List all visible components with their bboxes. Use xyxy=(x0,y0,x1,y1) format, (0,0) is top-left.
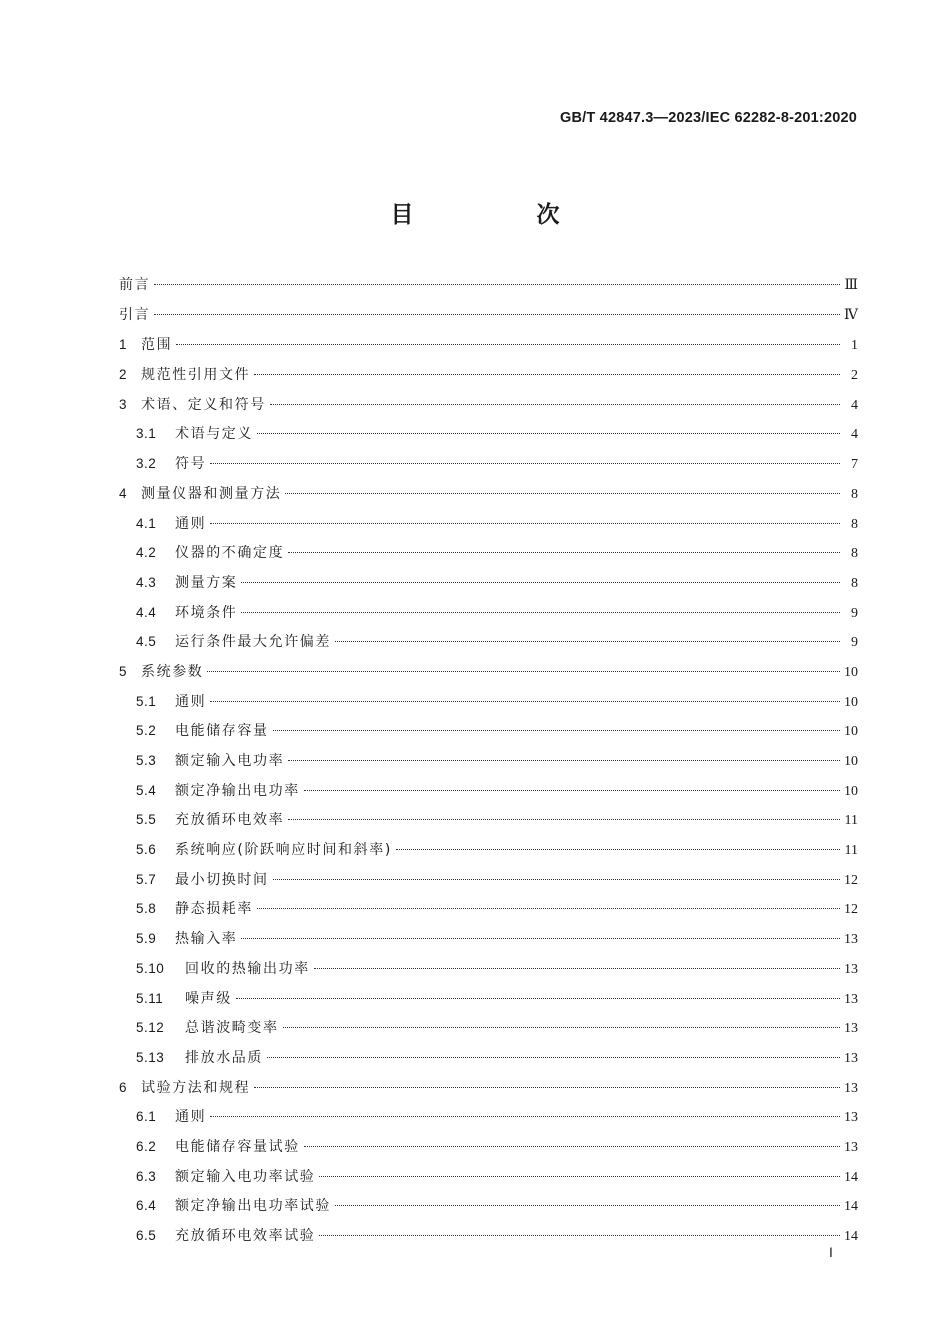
toc-entry-number: 6.4 xyxy=(136,1198,157,1214)
toc-entry-page: 12 xyxy=(844,902,858,918)
toc-entry-page: 13 xyxy=(844,961,858,977)
toc-entry[interactable] xyxy=(119,746,858,776)
dot-leader xyxy=(335,641,840,642)
toc-entry-page: 13 xyxy=(844,1110,858,1126)
dot-leader xyxy=(210,1116,840,1117)
toc-entry[interactable] xyxy=(119,330,858,360)
toc-entry-title: 测量方案 xyxy=(175,574,238,591)
toc-entry-number: 5.6 xyxy=(136,842,157,858)
toc-entry-title: 运行条件最大允许偏差 xyxy=(175,634,331,651)
dot-leader xyxy=(241,582,840,583)
toc-entry-title: 引言 xyxy=(119,306,151,323)
toc-entry-page: 1 xyxy=(851,338,858,354)
toc-entry-page: 13 xyxy=(844,991,858,1007)
toc-entry-title: 电能储存容量 xyxy=(175,723,269,740)
toc-entry[interactable] xyxy=(119,538,858,568)
toc-entry[interactable] xyxy=(119,1191,858,1221)
toc-entry-number: 5.1 xyxy=(136,693,157,709)
toc-entry-title: 总谐波畸变率 xyxy=(185,1020,279,1037)
toc-entry-number: 6.1 xyxy=(136,1109,157,1125)
toc-entry-page: 11 xyxy=(844,843,858,859)
toc-entry-number: 3.2 xyxy=(136,456,157,472)
toc-entry-title: 额定净输出电功率 xyxy=(175,782,300,799)
toc-entry-title: 通则 xyxy=(175,515,207,532)
toc-entry-number: 5.11 xyxy=(136,990,164,1006)
toc-entry[interactable] xyxy=(119,301,858,331)
toc-entry-title: 术语与定义 xyxy=(175,426,253,443)
toc-entry-page: 8 xyxy=(851,486,858,502)
dot-leader xyxy=(210,701,840,702)
toc-entry-number: 6.2 xyxy=(136,1138,157,1154)
toc-entry-page: 4 xyxy=(851,427,858,443)
toc-entry-number: 4.5 xyxy=(136,634,157,650)
toc-entry-number: 5.2 xyxy=(136,723,157,739)
toc-entry-page: 14 xyxy=(844,1199,858,1215)
toc-entry[interactable] xyxy=(119,390,858,420)
toc-entry-title: 噪声级 xyxy=(185,990,232,1007)
toc-entry[interactable] xyxy=(119,1221,858,1251)
toc-entry-number: 5 xyxy=(119,663,128,679)
toc-entry-page: 12 xyxy=(844,872,858,888)
toc-entry-title: 前言 xyxy=(119,277,151,293)
toc-entry[interactable] xyxy=(119,924,858,954)
toc-entry[interactable] xyxy=(119,805,858,835)
dot-leader xyxy=(210,463,840,464)
toc-entry[interactable] xyxy=(119,419,858,449)
dot-leader xyxy=(304,790,840,791)
toc-entry-number: 5.4 xyxy=(136,782,157,798)
toc-entry-page: 13 xyxy=(844,1139,858,1155)
standard-number: GB/T 42847.3—2023/IEC 62282-8-201:2020 xyxy=(560,110,857,126)
toc-entry-page: 13 xyxy=(844,1050,858,1066)
toc-entry-title: 额定输入电功率试验 xyxy=(175,1168,316,1185)
dot-leader xyxy=(304,1146,840,1147)
dot-leader xyxy=(254,374,840,375)
dot-leader xyxy=(288,552,840,553)
toc-entry[interactable] xyxy=(119,954,858,984)
toc-entry[interactable] xyxy=(119,1102,858,1132)
dot-leader xyxy=(254,1087,840,1088)
toc-entry-page: 9 xyxy=(851,605,858,621)
toc-entry[interactable] xyxy=(119,627,858,657)
toc-entry-page: 4 xyxy=(851,397,858,413)
footer-page-number: Ⅰ xyxy=(829,1245,833,1260)
toc-entry-title: 充放循环电效率试验 xyxy=(175,1228,316,1244)
toc-entry[interactable] xyxy=(119,894,858,924)
toc-entry-number: 6.3 xyxy=(136,1168,157,1184)
toc-entry-number: 5.7 xyxy=(136,871,157,887)
toc-entry-title: 额定输入电功率 xyxy=(175,753,285,769)
dot-leader xyxy=(154,314,840,315)
toc-entry-page: 14 xyxy=(844,1169,858,1185)
toc-entry-page: 9 xyxy=(851,635,858,651)
toc-entry-title: 规范性引用文件 xyxy=(141,367,251,384)
toc-entry-page: 13 xyxy=(844,1021,858,1037)
toc-entry-page: 10 xyxy=(844,664,858,680)
toc-entry-page: 10 xyxy=(844,783,858,799)
toc-entry-number: 5.8 xyxy=(136,901,157,917)
toc-entry[interactable] xyxy=(119,716,858,746)
toc-entry[interactable] xyxy=(119,449,858,479)
toc-entry-page: Ⅲ xyxy=(844,278,858,293)
toc-entry-title: 符号 xyxy=(175,456,207,473)
toc-entry[interactable] xyxy=(119,835,858,865)
dot-leader xyxy=(267,1057,840,1058)
toc-entry-page: 10 xyxy=(844,754,858,769)
toc-entry[interactable] xyxy=(119,1043,858,1073)
toc-entry-number: 3 xyxy=(119,396,128,412)
toc-entry[interactable] xyxy=(119,1162,858,1192)
toc-entry[interactable] xyxy=(119,568,858,598)
toc-entry[interactable] xyxy=(119,360,858,390)
toc-entry-title: 术语、定义和符号 xyxy=(141,396,266,413)
toc-entry-title: 电能储存容量试验 xyxy=(175,1138,300,1155)
dot-leader xyxy=(241,938,840,939)
toc-entry[interactable] xyxy=(119,776,858,806)
toc-entry[interactable] xyxy=(119,865,858,895)
toc-entry[interactable] xyxy=(119,509,858,539)
toc-entry[interactable] xyxy=(119,1132,858,1162)
dot-leader xyxy=(314,968,840,969)
toc-entry-title: 通则 xyxy=(175,693,207,710)
toc-entry-page: 14 xyxy=(844,1229,858,1244)
toc-entry-number: 4.3 xyxy=(136,574,157,590)
toc-entry-page: Ⅳ xyxy=(844,307,858,323)
dot-leader xyxy=(257,908,840,909)
toc-entry[interactable] xyxy=(119,1073,858,1103)
toc-entry-page: 11 xyxy=(844,813,858,829)
dot-leader xyxy=(236,998,840,999)
toc-entry[interactable] xyxy=(119,657,858,687)
toc-entry-number: 5.9 xyxy=(136,931,157,947)
toc-entry-page: 8 xyxy=(851,575,858,591)
toc-entry-number: 3.1 xyxy=(136,426,157,442)
toc-entry-page: 7 xyxy=(851,457,858,473)
toc-entry-number: 4.4 xyxy=(136,604,157,620)
dot-leader xyxy=(270,404,840,405)
toc-entry-title: 充放循环电效率 xyxy=(175,812,285,829)
toc-entry[interactable] xyxy=(119,479,858,509)
dot-leader xyxy=(210,523,840,524)
toc-entry-title: 热输入率 xyxy=(175,931,238,948)
toc-entry-number: 6 xyxy=(119,1079,128,1095)
toc-entry-number: 5.13 xyxy=(136,1049,165,1065)
dot-leader xyxy=(154,284,840,285)
dot-leader xyxy=(335,1205,840,1206)
toc-entry-title: 仪器的不确定度 xyxy=(175,545,285,562)
toc-entry-title: 环境条件 xyxy=(175,604,238,621)
toc-entry-page: 13 xyxy=(844,1080,858,1096)
toc-entry-title: 范围 xyxy=(141,337,173,354)
dot-leader xyxy=(283,1027,840,1028)
dot-leader xyxy=(257,433,840,434)
dot-leader xyxy=(396,849,840,850)
toc-entry-title: 排放水品质 xyxy=(185,1049,263,1066)
toc-entry-title: 系统参数 xyxy=(141,663,204,680)
toc-entry-number: 5.3 xyxy=(136,753,157,768)
toc-entry-page: 10 xyxy=(844,724,858,740)
dot-leader xyxy=(273,879,840,880)
toc-entry-number: 4 xyxy=(119,485,128,501)
toc-entry-title: 试验方法和规程 xyxy=(141,1079,251,1096)
toc-entry-number: 4.1 xyxy=(136,515,157,531)
dot-leader xyxy=(319,1235,840,1236)
dot-leader xyxy=(288,819,840,820)
toc-entry-number: 4.2 xyxy=(136,545,157,561)
dot-leader xyxy=(273,730,840,731)
dot-leader xyxy=(285,493,840,494)
toc-entry-page: 10 xyxy=(844,694,858,710)
toc-entry[interactable] xyxy=(119,1013,858,1043)
toc-entry-number: 5.10 xyxy=(136,960,165,976)
toc-entry-number: 6.5 xyxy=(136,1228,157,1243)
dot-leader xyxy=(176,344,840,345)
dot-leader xyxy=(241,612,840,613)
page-title: 目 次 xyxy=(390,202,610,228)
toc-entry-number: 5.12 xyxy=(136,1020,165,1036)
toc-entry-title: 额定净输出电功率试验 xyxy=(175,1198,331,1215)
toc-entry-title: 系统响应(阶跃响应时间和斜率) xyxy=(175,842,392,859)
dot-leader xyxy=(288,760,840,761)
toc-entry-number: 1 xyxy=(119,337,128,353)
toc-entry-title: 回收的热输出功率 xyxy=(185,960,310,977)
dot-leader xyxy=(207,671,840,672)
dot-leader xyxy=(319,1176,840,1177)
toc-entry-page: 8 xyxy=(851,516,858,532)
table-of-contents xyxy=(119,271,858,1251)
toc-entry-title: 静态损耗率 xyxy=(175,901,253,918)
toc-entry[interactable] xyxy=(119,687,858,717)
toc-entry-page: 2 xyxy=(851,368,858,384)
toc-entry[interactable] xyxy=(119,598,858,628)
toc-entry-page: 8 xyxy=(851,546,858,562)
toc-entry[interactable] xyxy=(119,271,858,301)
toc-entry[interactable] xyxy=(119,984,858,1014)
toc-entry-title: 最小切换时间 xyxy=(175,871,269,888)
toc-entry-number: 2 xyxy=(119,367,128,383)
toc-entry-title: 测量仪器和测量方法 xyxy=(141,485,282,502)
toc-entry-number: 5.5 xyxy=(136,812,157,828)
toc-entry-page: 13 xyxy=(844,932,858,948)
toc-entry-title: 通则 xyxy=(175,1109,207,1126)
